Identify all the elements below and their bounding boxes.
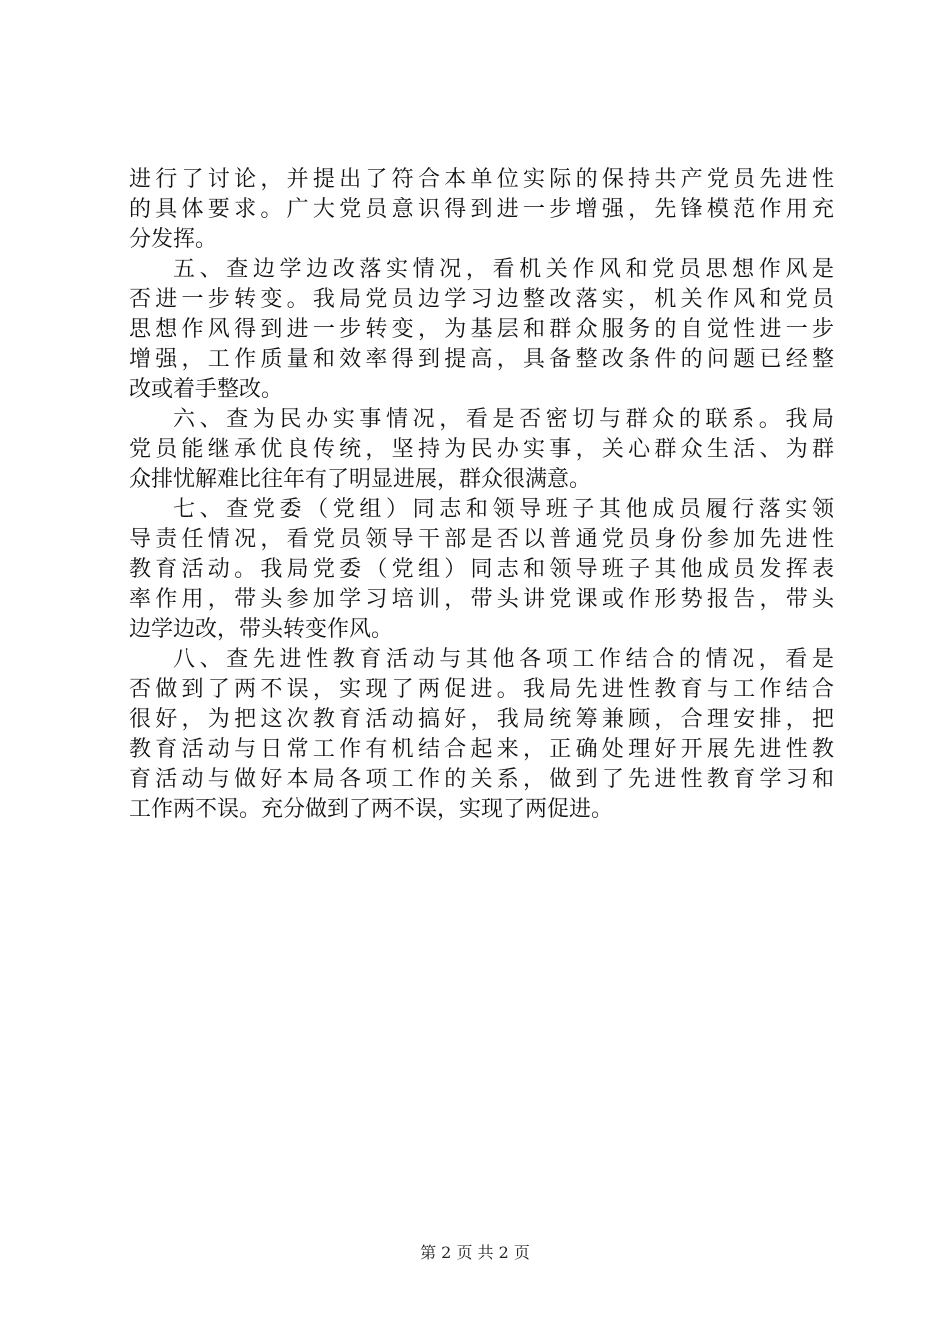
text-line: 八、查先进性教育活动与其他各项工作结合的情况，看是 xyxy=(173,647,834,672)
text-line: 教育活动。我局党委（党组）同志和领导班子其他成员发挥表 xyxy=(129,557,834,582)
text-line: 六、查为民办实事情况，看是否密切与群众的联系。我局 xyxy=(173,407,834,432)
text-line: 否进一步转变。我局党员边学习边整改落实，机关作风和党员 xyxy=(129,287,834,312)
text-line: 分发挥。 xyxy=(129,227,218,252)
text-line: 教育活动与日常工作有机结合起来，正确处理好开展先进性教 xyxy=(129,737,834,762)
page-footer: 第 2 页 共 2 页 xyxy=(420,1243,530,1262)
text-line: 很好，为把这次教育活动搞好，我局统筹兼顾，合理安排，把 xyxy=(129,707,834,732)
text-line: 的具体要求。广大党员意识得到进一步增强，先锋模范作用充 xyxy=(129,197,834,222)
text-line: 育活动与做好本局各项工作的关系，做到了先进性教育学习和 xyxy=(129,767,834,792)
text-line: 边学边改，带头转变作风。 xyxy=(129,617,394,642)
text-line: 众排忧解难比往年有了明显进展，群众很满意。 xyxy=(129,467,592,492)
text-line: 进行了讨论，并提出了符合本单位实际的保持共产党员先进性 xyxy=(129,167,834,192)
text-line: 五、查边学边改落实情况，看机关作风和党员思想作风是 xyxy=(173,257,834,282)
text-line: 工作两不误。充分做到了两不误，实现了两促进。 xyxy=(129,797,614,822)
text-line: 思想作风得到进一步转变，为基层和群众服务的自觉性进一步 xyxy=(129,317,834,342)
text-line: 增强，工作质量和效率得到提高，具备整改条件的问题已经整 xyxy=(129,347,834,372)
document-body xyxy=(129,165,834,825)
text-line: 七、查党委（党组）同志和领导班子其他成员履行落实领 xyxy=(173,497,834,522)
text-line: 否做到了两不误，实现了两促进。我局先进性教育与工作结合 xyxy=(129,677,834,702)
text-line: 导责任情况，看党员领导干部是否以普通党员身份参加先进性 xyxy=(129,527,834,552)
text-line: 改或着手整改。 xyxy=(129,377,284,402)
text-line: 率作用，带头参加学习培训，带头讲党课或作形势报告，带头 xyxy=(129,587,834,612)
text-line: 党员能继承优良传统，坚持为民办实事，关心群众生活、为群 xyxy=(129,437,834,462)
